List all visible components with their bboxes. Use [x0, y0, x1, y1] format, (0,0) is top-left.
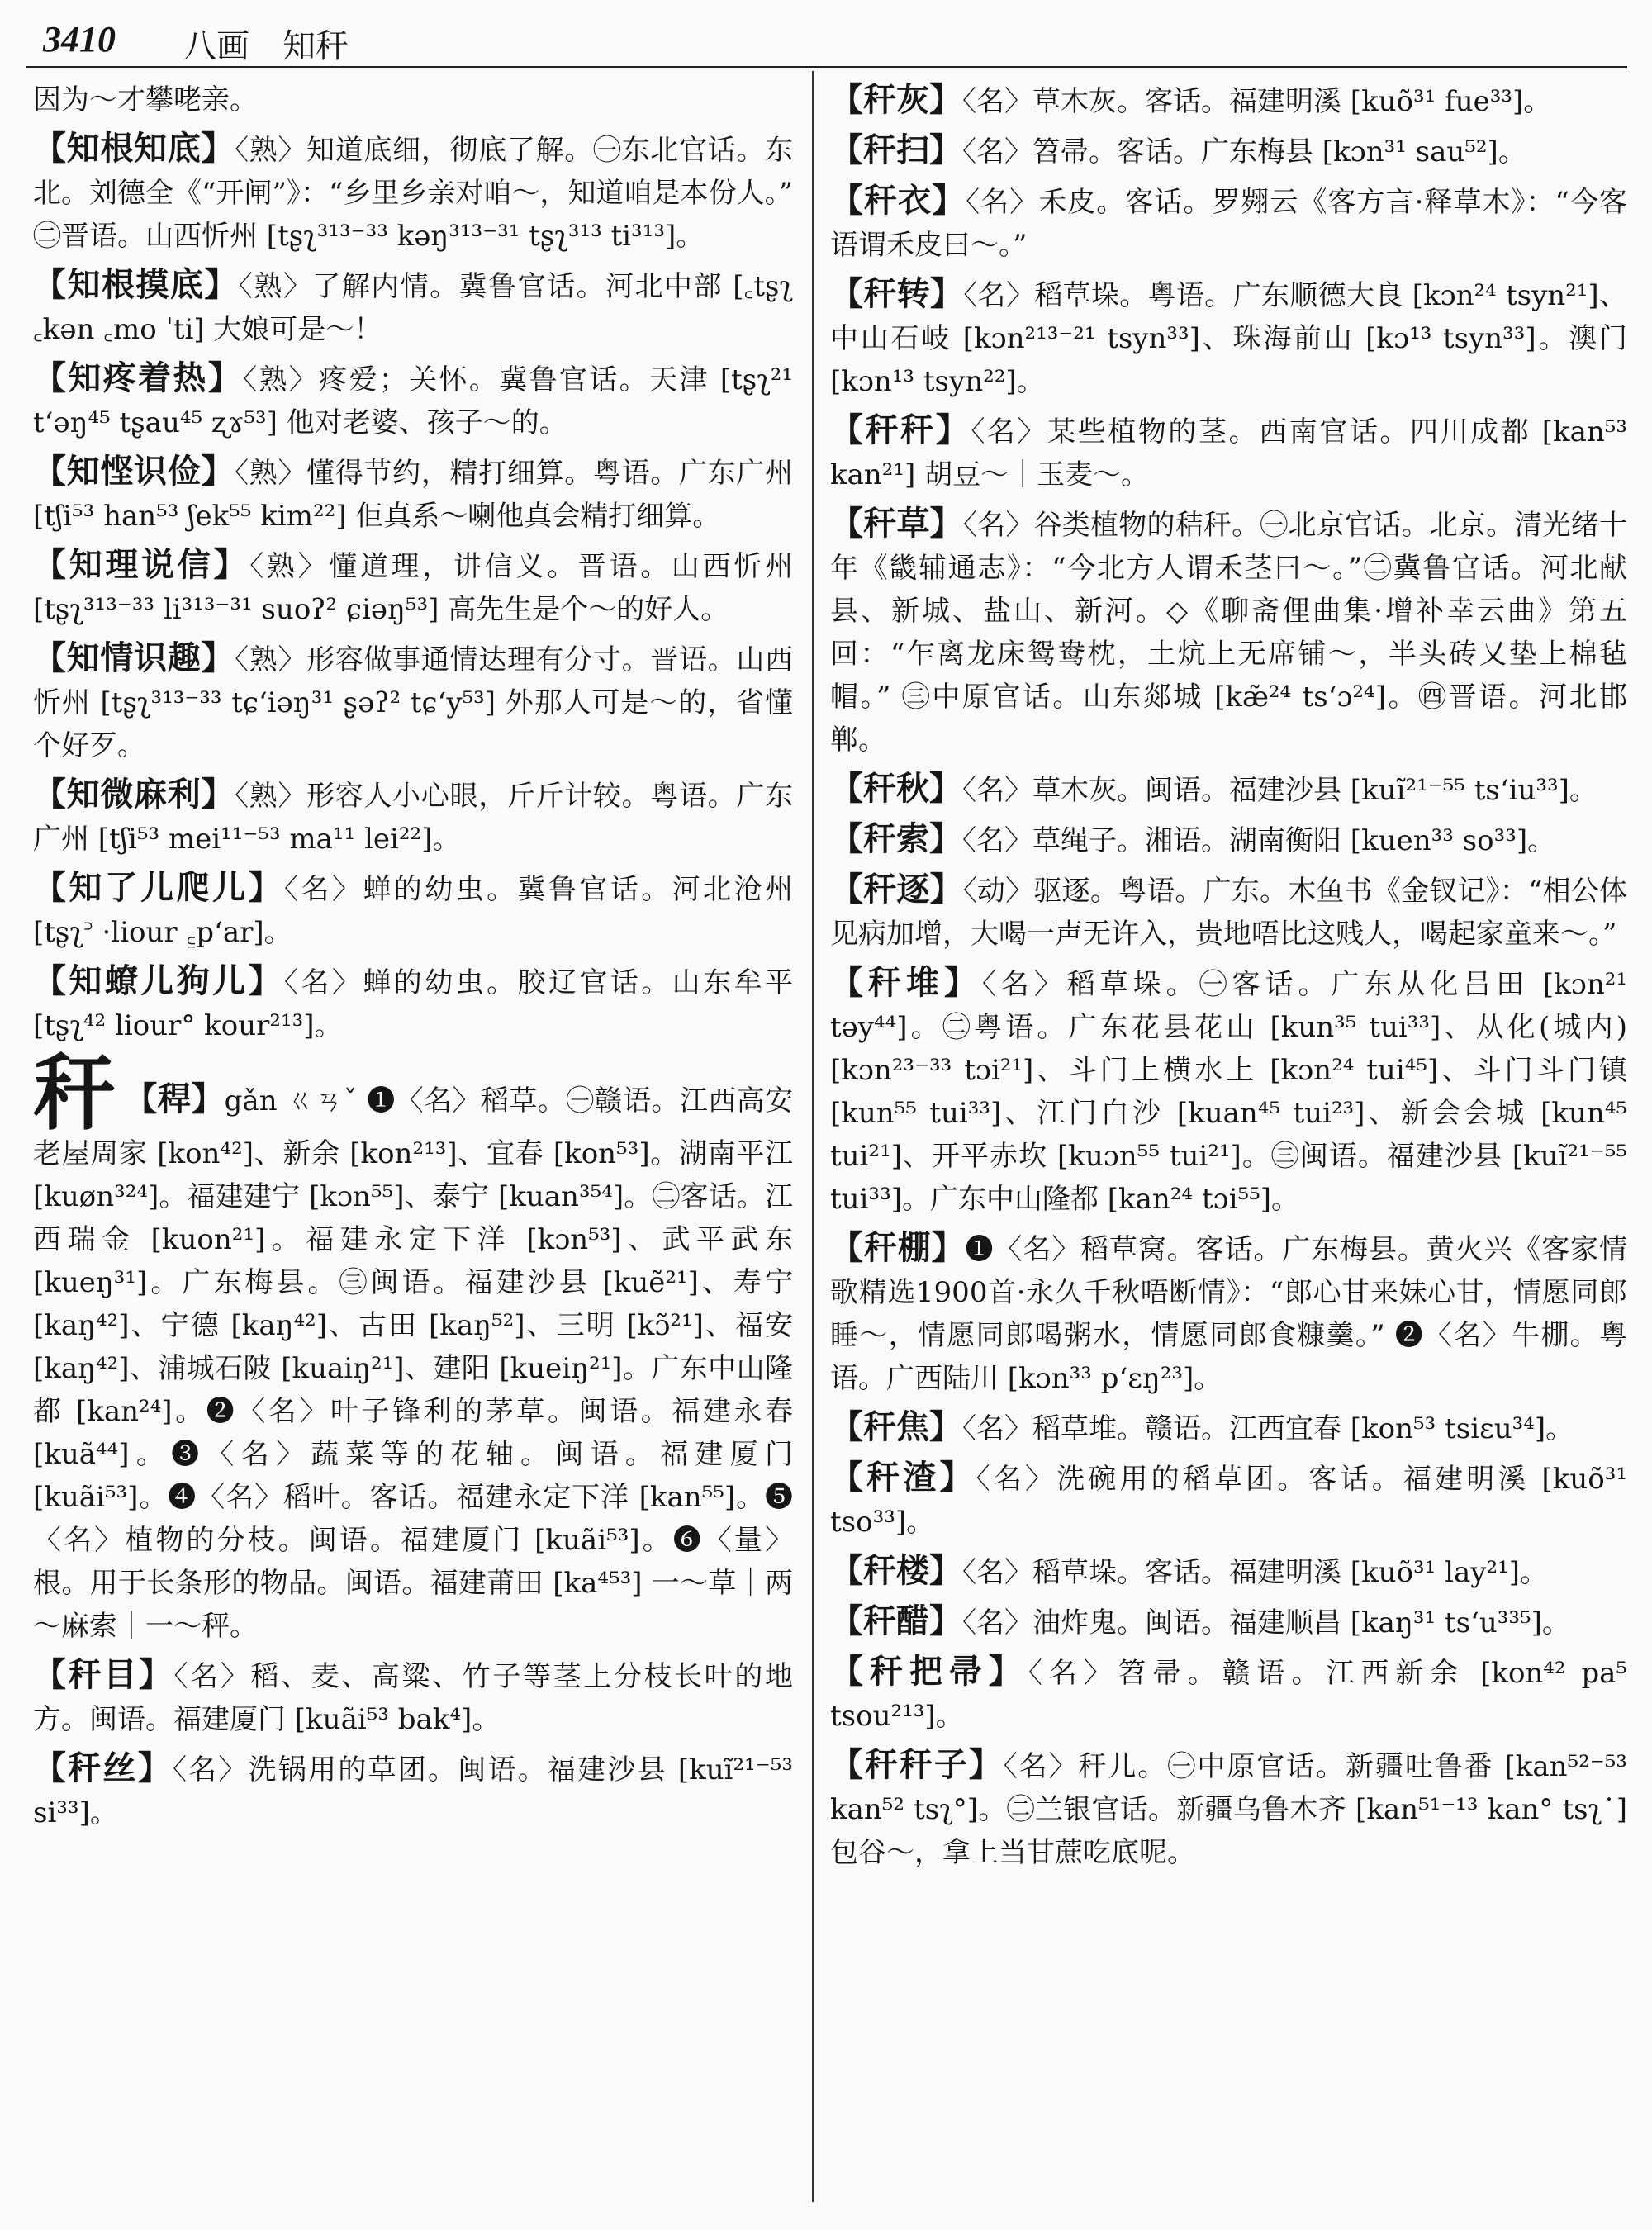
entry-headword: 【秆衣】	[830, 181, 966, 220]
entry-text: 〈熟〉疼爱；关怀。冀鲁官话。天津 [tʂʅ²¹ tʻəŋ⁴⁵ tʂau⁴⁵ ʐɤ⁵³] 他对老婆、孩子～的。	[33, 363, 794, 439]
entry-text: 〈熟〉了解内情。冀鲁官话。河北中部 [꜀tʂʅ ꜀kən ꜀mo ˈti] 大娘可是～！	[33, 270, 793, 346]
entry-headword: 【知了儿爬儿】	[33, 868, 285, 907]
entry-headword: 【秆渣】	[830, 1458, 976, 1497]
dictionary-entry	[830, 179, 1627, 267]
dictionary-entry	[33, 960, 793, 1047]
entry-text: 〈名〉洗碗用的稻草团。客话。福建明溪 [kuõ³¹ tso³³]。	[830, 1463, 1628, 1539]
entry-text: 〈名〉禾皮。客话。罗翙云《客方言·释草木》：“今客语谓禾皮曰～。”	[830, 186, 1627, 262]
entry-headword: 【秆把帚】	[830, 1652, 1028, 1691]
entry-text: gǎn ㄍㄢˇ ❶〈名〉稻草。㊀赣语。江西高安老屋周家 [kon⁴²]、新余 [kon²¹³]、宜春 [kon⁵³]。湖南平江 [kuøn³²⁴]。福建建宁 [kɔn⁵⁵]、泰宁 [kuan³⁵⁴]。㊁客话。江西瑞金 [kuon²¹]。福建永定下洋 [kɔn⁵³]、武平武东 [kueŋ³¹]。广东梅县。㊂闽语。福建沙县 [kuẽ²¹]、寿宁 [kaŋ⁴²]、宁德 [kaŋ⁴²]、古田 [kaŋ⁵²]、三明 [kɔ̃²¹]、福安 [kaŋ⁴²]、浦城石陂 [kuaiŋ²¹]、建阳 [kueiŋ²¹]。广东中山隆都 [kan²⁴]。❷〈名〉叶子锋利的茅草。闽语。福建永春 [kuã⁴⁴]。❸〈名〉蔬菜等的花轴。闽语。福建厦门 [kuãi⁵³]。❹〈名〉稻叶。客话。福建永定下洋 [kan⁵⁵]。❺〈名〉植物的分枝。闽语。福建厦门 [kuãi⁵³]。❻〈量〉根。用于长条形的物品。闽语。福建莆田 [ka⁴⁵³] 一～草｜两～麻索｜一～秤。	[33, 1084, 794, 1643]
entry-text: 〈熟〉懂道理，讲信义。晋语。山西忻州 [tʂʅ³¹³⁻³³ li³¹³⁻³¹ suoʔ² ɕiəŋ⁵³] 高先生是个～的好人。	[33, 550, 794, 626]
entry-headword: 【秆逐】	[830, 870, 963, 909]
entry-text: 〈名〉笤帚。客话。广东梅县 [kɔn³¹ sau⁵²]。	[962, 135, 1526, 168]
entry-headword: 【知蟟儿狗儿】	[33, 961, 285, 1000]
dictionary-entry	[33, 263, 793, 351]
entry-headword: 【秆目】	[33, 1655, 174, 1694]
main-character: 秆	[33, 1044, 116, 1141]
dictionary-entry	[33, 127, 793, 258]
header-rule	[26, 66, 1627, 68]
dictionary-entry	[830, 409, 1627, 496]
dictionary-entry	[33, 450, 793, 538]
entry-text: 〈熟〉形容人小心眼，斤斤计较。粤语。广东广州 [tʃi⁵³ mei¹¹⁻⁵³ ma¹¹ lei²²]。	[33, 780, 794, 856]
dictionary-entry	[830, 1456, 1627, 1544]
entry-text: 〈名〉稻草堆。赣语。江西宜春 [kon⁵³ tsiɛu³⁴]。	[962, 1412, 1574, 1445]
section-label: 八画 知秆	[183, 27, 349, 65]
entry-headword: 【秆丝】	[33, 1748, 173, 1787]
dictionary-entry	[33, 866, 793, 954]
dictionary-entry	[830, 1744, 1627, 1874]
entry-text: 〈名〉草绳子。湘语。湖南衡阳 [kuen³³ so³³]。	[962, 824, 1556, 857]
entry-headword: 【稈】	[124, 1079, 225, 1118]
entry-headword: 【知疼着热】	[33, 358, 244, 397]
entry-headword: 【知理说信】	[33, 545, 250, 584]
entry-text: 因为～才攀咾亲。	[33, 83, 258, 116]
entry-text: 〈动〉驱逐。粤语。广东。木鱼书《金钗记》：“相公体见病加增，大喝一声无许入，贵地唔比这贱人，喝起家童来～。”	[830, 875, 1628, 951]
dictionary-entry	[33, 78, 793, 121]
entry-text: 〈名〉蝉的幼虫。冀鲁官话。河北沧州 [tʂʅ꜄ ·liour ꜁pʻar]。	[33, 873, 794, 949]
entry-headword: 【秆转】	[830, 274, 964, 313]
entry-text: 〈名〉洗锅用的草团。闽语。福建沙县 [kuĩ²¹⁻⁵³ si³³]。	[33, 1753, 794, 1829]
dictionary-entry	[33, 1654, 793, 1741]
entry-text: 〈名〉草木灰。客话。福建明溪 [kuõ³¹ fue³³]。	[962, 85, 1552, 118]
entry-text: 〈名〉稻草垛。客话。福建明溪 [kuõ³¹ lay²¹]。	[962, 1556, 1548, 1589]
entry-text: ❶〈名〉稻草窝。客话。广东梅县。黄火兴《客家情歌精选1900首·永久千秋唔断情》：“郎心甘来妹心甘，情愿同郎睡～，情愿同郎喝粥水，情愿同郎食糠羹。” ❷〈名〉牛棚。粤语。广西陆川 [kɔn³³ pʻɛŋ²³]。	[830, 1233, 1628, 1395]
dictionary-entry	[830, 961, 1627, 1221]
entry-headword: 【知根知底】	[33, 129, 235, 168]
entry-headword: 【秆秆子】	[830, 1745, 1004, 1784]
entry-headword: 【秆秋】	[830, 769, 962, 808]
entry-text: 〈名〉草木灰。闽语。福建沙县 [kuĩ²¹⁻⁵⁵ tsʻiu³³]。	[962, 774, 1597, 807]
dictionary-entry	[33, 543, 793, 631]
dictionary-entry	[830, 868, 1627, 956]
entry-text: 〈熟〉懂得节约，精打细算。粤语。广东广州 [tʃi⁵³ han⁵³ ʃek⁵⁵ kim²²] 佢真系～喇他真会精打细算。	[33, 457, 794, 533]
entry-text: 〈名〉油炸鬼。闽语。福建顺昌 [kaŋ³¹ tsʻu³³⁵]。	[962, 1606, 1570, 1639]
entry-headword: 【知情识趣】	[33, 638, 235, 677]
entry-headword: 【知根摸底】	[33, 265, 239, 304]
dictionary-entry	[33, 1747, 793, 1834]
dictionary-entry	[830, 1549, 1627, 1594]
dictionary-entry	[830, 78, 1627, 123]
entry-text: 〈名〉谷类植物的秸秆。㊀北京官话。北京。清光绪十年《畿辅通志》：“今北方人谓禾茎曰～。”㊁冀鲁官话。河北献县、新城、盐山、新河。◇《聊斋俚曲集·增补幸云曲》第五回：“乍离龙床鸳鸯枕，土炕上无席铺～，半头砖又垫上棉毡帽。” ㊂中原官话。山东郯城 [kæ̃²⁴ tsʻɔ²⁴]。㊃晋语。河北邯郸。	[830, 509, 1628, 757]
entry-headword: 【知悭识俭】	[33, 452, 235, 491]
entry-text: 〈名〉蝉的幼虫。胶辽官话。山东牟平 [tʂʅ⁴² liour° kour²¹³]。	[33, 966, 794, 1042]
entry-headword: 【秆灰】	[830, 80, 962, 119]
dictionary-entry	[830, 1406, 1627, 1450]
entry-headword: 【秆焦】	[830, 1407, 962, 1446]
entry-text: 〈熟〉形容做事通情达理有分寸。晋语。山西忻州 [tʂʅ³¹³⁻³³ tɕʻiəŋ³¹ ʂəʔ² tɕʻy⁵³] 外那人可是～的，省懂个好歹。	[33, 643, 794, 762]
entry-headword: 【秆草】	[830, 504, 963, 543]
dictionary-entry	[830, 1226, 1627, 1400]
dictionary-entry	[33, 357, 793, 444]
right-column	[830, 78, 1627, 1880]
main-character-entry	[33, 1044, 794, 1648]
column-divider	[812, 71, 814, 2202]
entry-headword: 【秆醋】	[830, 1601, 962, 1640]
entry-text: 〈名〉稻草垛。粤语。广东顺德大良 [kɔn²⁴ tsyn²¹]、中山石岐 [kɔn²¹³⁻²¹ tsyn³³]、珠海前山 [kɔ¹³ tsyn³³]。澳门 [kɔn¹³ tsyn²²]。	[830, 279, 1628, 398]
entry-text: 〈名〉秆儿。㊀中原官话。新疆吐鲁番 [kan⁵²⁻⁵³ kan⁵² tsʅ°]。㊁兰银官话。新疆乌鲁木齐 [kan⁵¹⁻¹³ kan° tsʅ˙] 包谷～，拿上当甘蔗吃底呢。	[830, 1750, 1627, 1869]
entry-text: 〈名〉稻草垛。㊀客话。广东从化吕田 [kɔn²¹ təy⁴⁴]。㊁粤语。广东花县花山 [kun³⁵ tui³³]、从化(城内) [kɔn²³⁻³³ tɔi²¹]、斗门上横水上 [kɔn²⁴ tui⁴⁵]、斗门斗门镇 [kun⁵⁵ tui³³]、江门白沙 [kuan⁴⁵ tui²³]、新会会城 [kun⁴⁵ tui²¹]、开平赤坎 [kuɔn⁵⁵ tui²¹]。㊂闽语。福建沙县 [kuĩ²¹⁻⁵⁵ tui³³]。广东中山隆都 [kan²⁴ tɔi⁵⁵]。	[830, 968, 1628, 1216]
entry-text: 〈名〉笤帚。赣语。江西新余 [kon⁴² pa⁵ tsou²¹³]。	[830, 1657, 1627, 1733]
dictionary-entry	[33, 637, 793, 767]
entry-headword: 【秆堆】	[830, 963, 982, 1002]
entry-headword: 【秆索】	[830, 819, 962, 858]
entry-headword: 【秆楼】	[830, 1551, 962, 1590]
left-column	[33, 78, 793, 1840]
page-number: 3410	[43, 19, 116, 59]
entry-headword: 【秆扫】	[830, 130, 962, 169]
dictionary-entry	[830, 129, 1627, 173]
entry-text: 〈名〉某些植物的茎。西南官话。四川成都 [kan⁵³ kan²¹] 胡豆～｜玉麦～。	[830, 415, 1628, 491]
dictionary-entry	[830, 767, 1627, 812]
dictionary-entry	[830, 1650, 1627, 1738]
entry-headword: 【秆秆】	[830, 410, 971, 449]
entry-text: 〈熟〉知道底细，彻底了解。㊀东北官话。东北。刘德全《“开闸”》：“乡里乡亲对咱～，知道咱是本份人。” ㊁晋语。山西忻州 [tʂʅ³¹³⁻³³ kəŋ³¹³⁻³¹ tʂʅ³¹³ ti³¹³]。	[33, 134, 794, 253]
entry-text: 〈名〉稻、麦、高粱、竹子等茎上分枝长叶的地方。闽语。福建厦门 [kuãi⁵³ bak⁴]。	[33, 1660, 793, 1736]
dictionary-entry	[830, 502, 1627, 762]
dictionary-entry	[830, 818, 1627, 862]
dictionary-entry	[830, 273, 1627, 403]
entry-headword: 【秆棚】	[830, 1228, 966, 1267]
dictionary-entry	[33, 773, 793, 861]
dictionary-entry	[830, 1600, 1627, 1644]
entry-headword: 【知微麻利】	[33, 775, 235, 814]
